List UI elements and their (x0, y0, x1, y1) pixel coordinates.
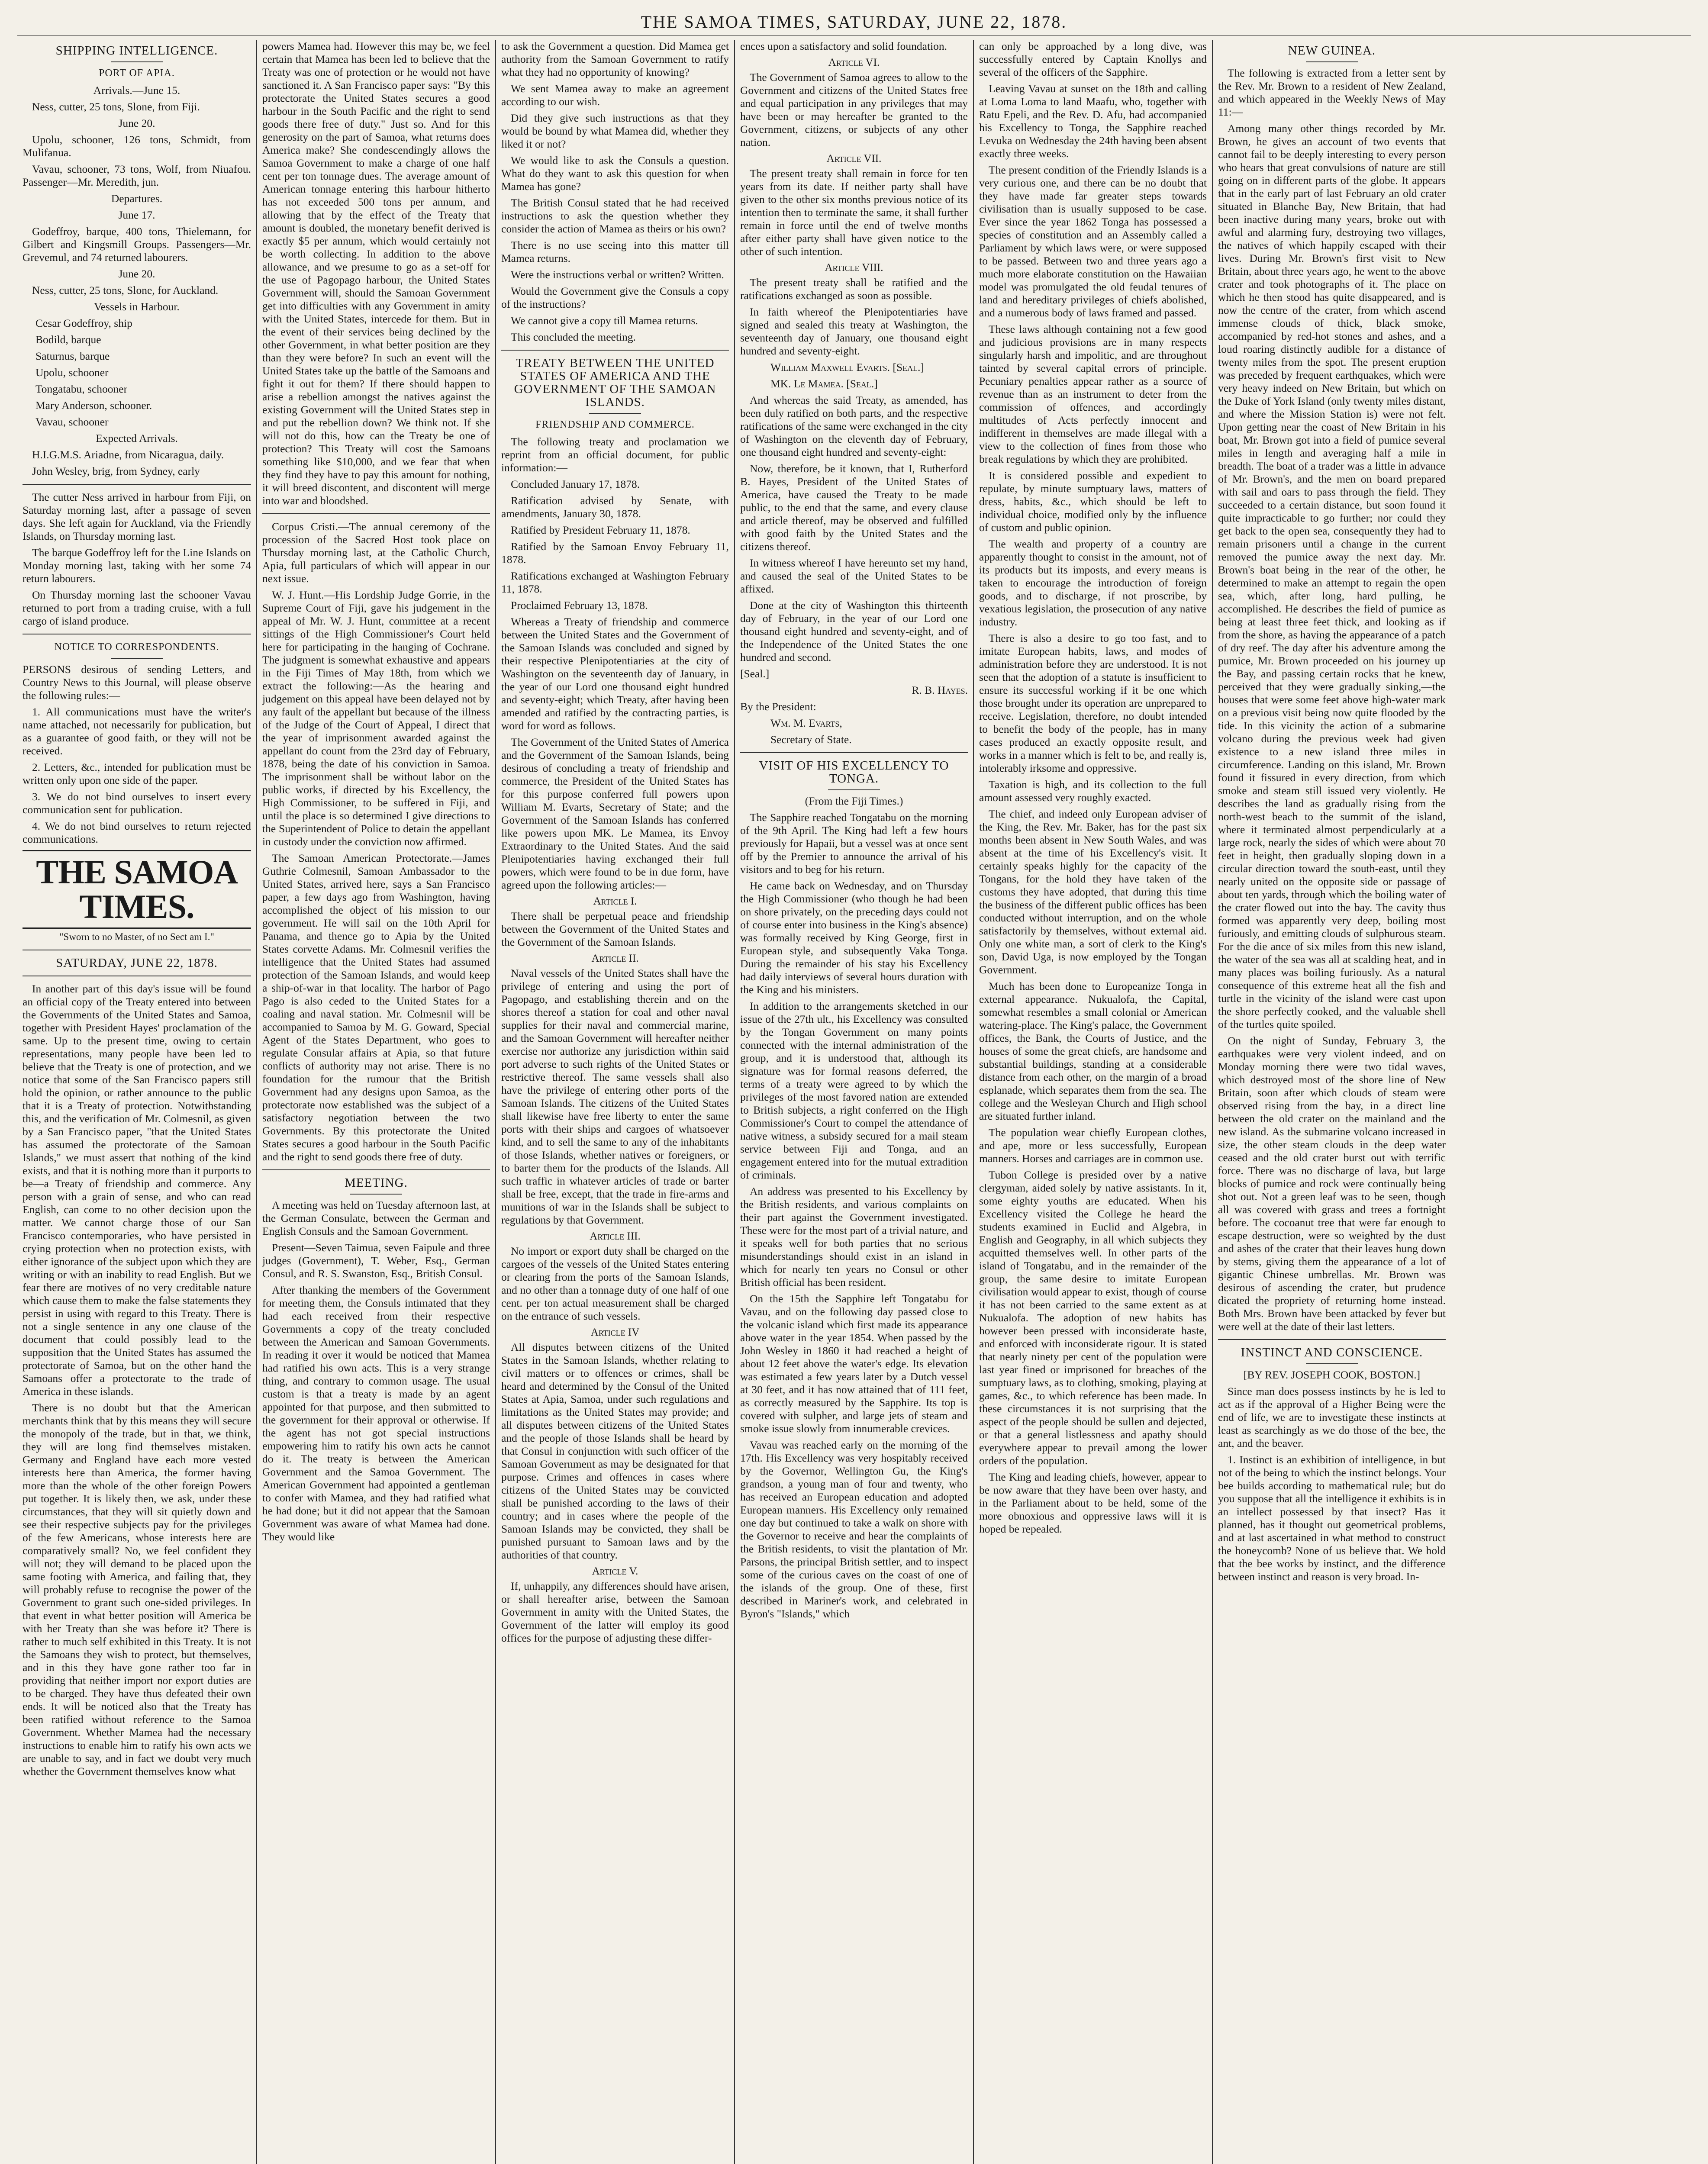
article-text: No import or export duty shall be charged on the cargoes of the vessels of the United States entering or clearing from the ports of the Samoan Islands, and no other than a tonnage duty of one half of one cent. per ton actual measurement shall be charged on the entrance of such vessels. (501, 1245, 729, 1322)
treaty-paragraph: Ratified by the Samoan Envoy February 11, 1878. (501, 540, 729, 566)
port-heading: PORT OF APIA. (99, 68, 175, 79)
seal-mark: [Seal.] (740, 667, 770, 680)
treaty-paragraph: The following treaty and proclamation we reprint from an official document, for public information:— (501, 435, 729, 474)
column-4 (734, 40, 973, 2164)
editorial-paragraph: In another part of this day's issue will be found an official copy of the Treaty entered into between the Governments of the United States and Samoa, together with President Hayes' proclamation of the same. Up to the present time, owing to certain representations, many people have been led to believe that the Treaty is one of protection, and we notice that some of the San Francisco papers still hold the opinion, or rather announce to the public that it is a Treaty of protection. Notwithstanding this, and the verification of Mr. Colmesnil, as given by a San Francisco paper, "that the United States has assumed the protectorate of the Samoan Islands," we must assert that nothing of the kind exists, and that it is nothing more than it purports to be—a Treaty of friendship and commerce. Any person with a grain of sense, and who can read English, can come to no other decision upon the matter. We cannot charge those of our San Francisco contemporaries, who have persisted in crying protection when no protection exists, with either ignorance of the subject upon which they are writing or with an inability to read English. But we fear there are motives of no very creditable nature which cause them to make the false statements they persist in using with regard to this Treaty. There is not a single sentence in any one clause of the document that could possibly lead to the supposition that the United States has assumed the protectorate of Samoa, but on the other hand the Samoans offer a protectorate to the trade of America in these islands. (23, 982, 251, 1398)
column-1 (17, 40, 256, 2164)
meeting-paragraph: There is no use seeing into this matter till Mamea returns. (501, 239, 729, 264)
divider (828, 789, 880, 790)
visit-paragraph: Much has been done to Europeanize Tonga in external appearance. Nukualofa, the Capital, somewhat resembles a small colonial or American watering-place. The King's palace, the Government offices, the Bank, the Courts of Justice, and the houses of some the great chiefs, are handsome and substantial buildings, standing at a considerable distance from each other, on the margin of a broad esplanade, which separates them from the sea. The college and the Wesleyan Church and High school are situated further inland. (979, 980, 1207, 1122)
departure-date: June 20. (118, 267, 155, 280)
treaty-paragraph: Done at the city of Washington this thirteenth day of February, in the year of our Lord one thousand eight hundred and seventy-eight, and of the Independence of the United States the one hundred and second. (740, 599, 968, 663)
meeting-paragraph: We sent Mamea away to make an agreement according to our wish. (501, 82, 729, 108)
meeting-paragraph: Present—Seven Taimua, seven Faipule and three judges (Government), T. Weber, Esq., German Consul, and R. S. Swanston, Esq., British Consul. (262, 1241, 490, 1280)
visit-paragraph: Vavau was reached early on the morning of the 17th. His Excellency was very hospitably received by the Governor, Wellington Gu, the King's grandson, a young man of four and twenty, who has received an European education and adopted European manners. His Excellency only remained one day but continued to take a walk on shore with the Governor to receive and hear the complaints of the British residents, to visit the plantation of Mr. Parsons, the principal British settler, and to inspect some of the curious caves on the coast of one of the islands of the group. One of these, first described in Mariner's work, and celebrated in Byron's "Islands," which (740, 1439, 968, 1620)
vessel-item: Mary Anderson, schooner. (35, 399, 152, 412)
shipping-note: The barque Godeffroy left for the Line Islands on Monday morning last, taking with her some 74 return labourers. (23, 546, 251, 585)
divider (23, 484, 251, 485)
treaty-paragraph: And whereas the said Treaty, as amended, has been duly ratified on both parts, and the respective ratifications of the same were exchanged in the city of Washington on the eleventh day of February, one thousand eight hundred and seventy-eight: (740, 394, 968, 458)
visit-paragraph: The present condition of the Friendly Islands is a very curious one, and there can be no doubt that they have made far greater steps towards civilisation than is usually supposed to be case. Ever since the year 1862 Tonga has possessed a species of constitution and an Assembly called a Parliament by which laws were, or were supposed to be passed. Between two and three years ago a much more elaborate constitution on the Hawaiian model was promulgated the old feudal tenures of land and hereditary privileges of chiefs abolished, and a numerous body of laws framed and passed. (979, 164, 1207, 319)
editorial-paragraph: powers Mamea had. However this may be, we feel certain that Mamea has been led to believe that the Treaty was one of protection or he would not have sanctioned it. A San Francisco paper says: "By this protectorate the United States secures a good harbour in the South Pacific and the right to send goods there free of duty." Just so. And for this generosity on the part of Samoa, what returns does America make? She condescendingly allows the Samoa Government to make a charge of one half cent per ton tonnage dues. The average amount of American tonnage entering this harbour hitherto has not exceeded 500 tons per annum, and allowing that by the effect of the Treaty that amount is doubled, the monetary benefit derived is exactly $5 per annum, which would certainly not be worth collecting. In addition to the above allowance, and we presume to go as a set-off for the use of Pagopago harbour, the United States Government will, should the Samoan Government get into difficulties with any Government in amity with the United States, intercede for them. But in the event of their services being declined by the other Government, in what better position are they than they were before? In such an event will the United States take up the battle of the Samoans and fight it out for them? If there should happen to arise a rebellion amongst the natives against the existing Government will the United States step in and put the rebellion down? We think not. If she will not do this, how can the Treaty be one of protection? This Treaty will cost the Samoans something like $10,000, and we fear that when they find they have to pay this amount for nothing, it will breed discontent, and discontent will merge into war and bloodshed. (262, 40, 490, 507)
article-heading: Article IV (590, 1327, 640, 1338)
visit-paragraph: Tubon College is presided over by a native clergyman, aided solely by native assistants. In it, some eighty youths are educated. When his Excellency visited the College he heard the students examined in Euclid and Algebra, in English and Geography, in all which subjects they acquitted themselves well. In other parts of the island of Tongatabu, and in the remainder of the group, the same desire to imitate European civilisation would appear to exist, though of course it has not been carried to the same extent as at Nukualofa. The adoption of new habits has however been pressed with inconsiderate haste, and enforced with inconsiderate rigour. It is stated that nearly ninety per cent of the population were last year fined or imprisoned for breaches of the sumptuary laws, as to clothing, smoking, playing at games, &c., to which reference has been made. In these circumstances it is not surprising that the aspect of the people should be sullen and dejected, or that a general listlessness and apathy should everywhere appear to prevail among the lower orders of the population. (979, 1169, 1207, 1467)
visit-paragraph: The chief, and indeed only European adviser of the King, the Rev. Mr. Baker, has for the past six months been absent in New South Wales, and was absent at the time of his Excellency's visit. It certainly speaks highly for the capacity of the Tongans, for the hold they have taken of the customs they have adopted, that during this time the business of the different public offices has been conducted without interruption, and on the whole satisfactorily by themselves, without external aid. Only one white man, a sort of clerk to the King's son, David Uga, is now employed by the Tongan Government. (979, 808, 1207, 976)
divider (740, 752, 968, 753)
signature: Wm. M. Evarts, (770, 717, 842, 729)
article-text: The present treaty shall be ratified and the ratifications exchanged as soon as possible. (740, 276, 968, 302)
meeting-paragraph: After thanking the members of the Government for meeting them, the Consuls intimated that they had each received from their respective Governments a copy of the treaty concluded between the American and Samoan Governments. In reading it over it would be noticed that Mamea had ratified his own acts. This is a very strange thing, and contrary to common usage. The usual custom is that a treaty is made by an agent appointed for that purpose, and then submitted to the government for their approval or otherwise. If the agent has not got special instructions empowering him to ratify his own acts he cannot do it. The treaty is between the American Government and the Samoa Government. The American Government had appointed a gentleman to confer with Mamea, and they had ratified what he had done; but it did not appear that the Samoan Government was aware of what Mamea had done. They would like (262, 1284, 490, 1543)
divider (589, 413, 641, 414)
divider (111, 61, 163, 62)
meeting-heading: MEETING. (345, 1176, 408, 1190)
notice-rule: 2. Letters, &c., intended for publication must be written only upon one side of the paper. (23, 761, 251, 786)
treaty-paragraph: Whereas a Treaty of friendship and commerce between the United States and the Government of the Samoan Islands was concluded and signed by their respective Plenipotentiaries at the city of Washington on the seventeenth day of January, in the year of our Lord one thousand eight hundred and seventy-eight; which Treaty, after having been amended and ratified by the contracting parties, is word for word as follows. (501, 615, 729, 732)
article-heading: Article II. (591, 953, 639, 964)
article-heading: Article I. (593, 895, 637, 907)
column-6 (1212, 40, 1451, 2164)
visit-paragraph: These laws although containing not a few good and judicious provisions are in many respects singularly harsh and impolitic, and are throughout tainted by several capital errors of principle. Pecuniary penalties appear rather as a source of revenue than as an instrument to deter from the commission of offences, and accordingly multitudes of Acts perfectly innocent and indifferent in themselves are made illegal with a view to the collection of fines from those who break regulations by which they are prohibited. (979, 323, 1207, 465)
article-text: The Government of Samoa agrees to allow to the Government and citizens of the United States free and equal participation in any privileges that may have been or may hereafter be granted to the Government, citizens, or subjects of any other nation. (740, 71, 968, 148)
treaty-paragraph: Ratification advised by Senate, with amendments, January 30, 1878. (501, 494, 729, 520)
columns (17, 40, 1691, 2164)
page-masthead: THE SAMOA TIMES, SATURDAY, JUNE 22, 1878. (17, 10, 1691, 35)
divider (1306, 1363, 1358, 1364)
article-text: In faith whereof the Plenipotentiaries have signed and sealed this treaty at Washington, the seventeenth day of January, one thousand eight hundred and seventy-eight. (740, 306, 968, 357)
vessel-item: Tongatabu, schooner (35, 383, 128, 395)
article-text: ences upon a satisfactory and solid foundation. (740, 40, 947, 52)
treaty-paragraph: In witness whereof I have hereunto set my hand, and caused the seal of the United States to be affixed. (740, 557, 968, 595)
newspaper-page (17, 10, 1691, 2164)
article-heading: Article VII. (826, 153, 882, 164)
shipping-note: On Thursday morning last the schooner Vavau returned to port from a trading cruise, with a full cargo of island produce. (23, 589, 251, 627)
visit-paragraph: Leaving Vavau at sunset on the 18th and calling at Loma Loma to land Maafu, who, together with Ratu Epeli, and the Rev. D. Afu, had accompanied his Excellency to Tonga, the Sapphire reached Levuka on Wednesday the 24th having been absent exactly three weeks. (979, 82, 1207, 160)
divider (111, 658, 163, 659)
local-news-item: The Samoan American Protectorate.—James Guthrie Colmesnil, Samoan Ambassador to the United States, arrived here, says a San Francisco paper, a few days ago from Washington, having accomplished the object of his mission to our government. He will sail on the 10th April for Panama, and thence go to Apia by the United States corvette Adams. Mr. Colmesnil verifies the intelligence that the United States had assumed protection of the Samoan Islands, and would keep a ship-of-war in that locality. The harbor of Pago Pago is also ceded to the United States for a coaling and naval station. Mr. Colmesnil will be accompanied to Samoa by M. G. Goward, Special Agent of the States Department, who goes to regulate Consular affairs at Apia, so that future conflicts of authority may not arise. There is no foundation for the rumour that the British Government had any designs upon Samoa, as the protectorate now established was the subject of a satisfactory negotiation between the two Governments. By this protectorate the United States secures a good harbour in the South Pacific and the right to send goods there free of duty. (262, 852, 490, 1163)
treaty-heading: TREATY BETWEEN THE UNITED STATES OF AMERICA AND THE GOVERNMENT OF THE SAMOAN ISLANDS. (514, 356, 716, 409)
local-news-item: Corpus Cristi.—The annual ceremony of the procession of the Sacred Host took place on Thursday morning last, at the Catholic Church, Apia, full particulars of which will appear in our next issue. (262, 520, 490, 585)
visit-paragraph: The wealth and property of a country are apparently thought to consist in the amount, not of its products but its imposts, and every means is taken to encourage the introduction of foreign goods, and to discharge, if not proscribe, by vexatious legislation, the prosecution of any native industry. (979, 538, 1207, 628)
visit-paragraph: It is considered possible and expedient to repulate, by minute sumptuary laws, matters of dress, habits, &c., which should be left to individual choice, modified only by the influence of custom and public opinion. (979, 469, 1207, 534)
article-text: The present treaty shall remain in force for ten years from its date. If neither party shall have given to the other six months previous notice of its intention then to terminate the same, it shall further remain in force until the end of twelve months after either party shall have given notice to the other of such intention. (740, 167, 968, 258)
visit-paragraph: Taxation is high, and its collection to the full amount assessed very roughly exacted. (979, 778, 1207, 804)
vessels-heading: Vessels in Harbour. (94, 300, 180, 313)
new-guinea-paragraph: The following is extracted from a letter sent by the Rev. Mr. Brown to a resident of New Zealand, and which appeared in the Weekly News of May 11:— (1218, 67, 1446, 118)
departure-entry: Ness, cutter, 25 tons, Slone, for Auckland. (32, 284, 219, 296)
treaty-paragraph: Concluded January 17, 1878. (511, 478, 640, 490)
meeting-paragraph: A meeting was held on Tuesday afternoon last, at the German Consulate, between the German and English Consuls and the Samoan Government. (262, 1199, 490, 1237)
divider (262, 513, 490, 514)
vessel-item: Upolu, schooner (35, 366, 109, 379)
expected-heading: Expected Arrivals. (96, 432, 178, 444)
divider (1218, 1339, 1446, 1340)
divider (501, 350, 729, 351)
meeting-paragraph: Would the Government give the Consuls a copy of the instructions? (501, 285, 729, 310)
column-5 (973, 40, 1212, 2164)
arrival-date: June 20. (118, 117, 155, 129)
visit-source: (From the Fiji Times.) (805, 795, 903, 807)
visit-paragraph: The population wear chiefly European clothes, and ape, more or less successfully, European manners. Horses and carriages are in common use. (979, 1126, 1207, 1165)
editorial-paragraph: There is no doubt but that the American merchants think that by this means they will secure the monopoly of the trade, but in that, we think, they will are long find themselves mistaken. Germany and England have each more vested interests here than America, the former having more than the whole of the other foreign Powers put together. It is likely then, we ask, under these circumstances, that they will sit quietly down and see their respective subjects pay for the privileges of the few Americans, whose interests here are comparatively small? No, we feel confident they will not; they will demand to be placed upon the same footing with America, and failing that, they will probably refuse to recognise the power of the Government to grant such one-sided privileges. In that event in what better position will America be with her Treaty than she was before it? There is rather to much self exhibited in this Treaty. It is not the Samoans they wish to protect, but themselves, and in this they have gone rather too far in providing that neither import nor export duties are to be charged. They have thus defeated their own ends. It will be noticed also that the Treaty has been ratified without reference to the Samoa Government. Whether Mamea had the necessary instructions to enable him to ratify his own acts we are unable to say, and in fact we doubt very much whether the Government themselves know what (23, 1401, 251, 1778)
new-guinea-paragraph: Among many other things recorded by Mr. Brown, he gives an account of two events that cannot fail to be deeply interesting to every person who hears that great convulsions of nature are still going on in different parts of the globe. It appears that in the early part of last February an old crater situated in Blanche Bay, New Britain, that had been inactive during many years, broke out with awful and alarming fury, destroying two villages, the natives of which happily escaped with their lives. During Mr. Brown's first visit to New Britain, about three years ago, he went to the above crater and took photographs of it. The place on which he then stood has quite disappeared, and is now the centre of the crater, from which ascend immense clouds of thick, black smoke, accompanied by red-hot stones and ashes, and a loud roaring distinctly audible for a distance of twenty miles from the spot. The present eruption was preceded by frequent earthquakes, which were very heavy indeed on New Britain, but which on the Duke of York Island (only twenty miles distant, and where the Mission Station is) were not felt. Upon getting near the coast of New Britain in his boat, Mr. Brown got into a field of pumice several miles in length and averaging half a mile in breadth. The boat of a trader was a little in advance of Mr. Brown's, and the men on board prepared with sail and oars to pass through the field. They succeeded to a certain distance, but soon found it quite impracticable to go further; nor could they get back to the open sea, consequently they had to remain prisoners until a change in the current removed the pumice away the next day. Mr. Brown's boat being in the rear of the other, he determined to make an attempt to regain the open sea, which, after long, hard pulling, he accomplished. He describes the field of pumice as being at least three feet thick, and looking as if from the shore, as having the appearance of a patch of dry reef. The day after his adventure among the pumice, Mr. Brown proceeded on his journey up the Bay, and passing certain rocks that he knew, perceived that they were gradually sinking,—the houses that were some feet above high-water mark on a previous visit being now quite flooded by the tide. In this vicinity the action of a submarine volcano during the previous week had given existence to a new island three miles in circumference. Landing on this island, Mr. Brown found it fissured in every direction, from which smoke and steam still issued very violently. He describes the land as gradually rising from the north-west beach to the summit of the island, where it terminated almost perpendicularly at a large rock, nearly the sides of which were about 70 feet in height, then gradually sloping down in a circular direction toward the south-east, until they nearly united on the opposite side or passage of about ten yards, through which the boiling water of the crater flowed out into the bay. The cavity thus formed was apparently very deep, boiling most furiously, and emitting clouds of sulphurous steam. For the die ance of six miles from this new island, the water of the sea was all at scalding heat, and in many places was boiling furiously. As a natural consequence of this extreme heat all the fish and turtle in the vicinity of the island were cast upon the shore perfectly cooked, and the valuable shell of the turtles quite spoiled. (1218, 122, 1446, 1030)
article-heading: Article V. (592, 1565, 638, 1577)
visit-paragraph: can only be approached by a long dive, was successfully entered by Captain Knollys and several of the officers of the Sapphire. (979, 40, 1207, 78)
departure-date: June 17. (118, 209, 155, 221)
local-news-item: W. J. Hunt.—His Lordship Judge Gorrie, in the Supreme Court of Fiji, gave his judgement in the appeal of Mr. W. J. Hunt, committee at a recent sittings of the High Commissioner's Court held here for participating in the hanging of Cochrane. The judgment is somewhat exhaustive and appears in the Fiji Times of May 18th, from which we extract the following:—As the hearing and judgement on this appeal have been delayed not by any fault of the appellant but because of the illness of the Judge of the Court of Appeal, I direct that the year of imprisonment awarded against the appellant do count from the 23rd day of February, 1878, being the date of his conviction in Samoa. The imprisonment shall be without labor on the public works, if directed by his Excellency, the High Commissioner, to be suffered in Fiji, and until the place is so determined I give directions to the Superintendent of Police to detain the appellant in custody under the conviction now affirmed. (262, 589, 490, 848)
treaty-paragraph: The Government of the United States of America and the Government of the Samoan Islands, being desirous of concluding a treaty of friendship and commerce, the President of the United States has for this purpose conferred full powers upon William M. Evarts, Secretary of State; and the Government of the Samoan Islands has conferred like powers upon MK. Le Mamea, its Envoy Extraordinary to the United States. And the said Plenipotentiaries having exchanged their full powers, which were found to be in due form, have agreed upon the following articles:— (501, 736, 729, 891)
new-guinea-heading: NEW GUINEA. (1288, 44, 1376, 58)
meeting-paragraph: We cannot give a copy till Mamea returns. (511, 314, 698, 327)
visit-paragraph: The Sapphire reached Tongatabu on the morning of the 9th April. The King had left a few hours previously for Hapaii, but a vessel was at once sent off by the Premier to announce the arrival of his visitors and to beg for his return. (740, 811, 968, 876)
article-text: There shall be perpetual peace and friendship between the Government of the United States and the Government of the Samoan Islands. (501, 910, 729, 948)
meeting-paragraph: Were the instructions verbal or written? Written. (511, 268, 724, 281)
instinct-paragraph: Since man does possess instincts by he is led to act as if the approval of a Higher Being were the end of life, we are to investigate these instincts at least as searchingly as we do those of the bee, the ant, and the beaver. (1218, 1385, 1446, 1449)
meeting-paragraph: We would like to ask the Consuls a question. What do they want to ask this question for when Mamea has gone? (501, 154, 729, 193)
vessel-item: Vavau, schooner (35, 415, 109, 428)
visit-paragraph: On the 15th the Sapphire left Tongatabu for Vavau, and on the following day passed close to the volcanic island which first made its appearance above water in the year 1854. When passed by the John Wesley in 1860 it had reached a height of about 12 feet above the water's edge. Its elevation was estimated a few years later by a Dutch vessel at 30 feet, and it has now attained that of 111 feet, as correctly measured by the Sapphire. Its top is covered with sulpher, and large jets of steam and smoke issue slowly from innumerable crevices. (740, 1292, 968, 1435)
treaty-subheading: FRIENDSHIP AND COMMERCE. (535, 419, 695, 430)
notice-heading: NOTICE TO CORRESPONDENTS. (54, 641, 219, 653)
meeting-paragraph: The British Consul stated that he had received instructions to ask the question whether they consider the action of Mamea as theirs or his own? (501, 196, 729, 235)
shipping-heading: SHIPPING INTELLIGENCE. (55, 44, 218, 58)
arrivals-heading: Arrivals.—June 15. (93, 84, 180, 97)
expected-entry: H.I.G.M.S. Ariadne, from Nicaragua, daily. (32, 448, 224, 461)
visit-paragraph: In addition to the arrangements sketched in our issue of the 27th ult., his Excellency was consulted by the Tongan Government on many points connected with the internal administration of the group, and it is understood that, although its signature was for formal reasons deferred, the terms of a treaty were agreed to by which the privileges of the most favored nation are extended to British subjects, a right conferred on the High Commissioner's Court to compel the attendance of native witness, a subsidy secured for a mail steam service between Fiji and Tonga, and an engagement entered into for the mutual extradition of criminals. (740, 1000, 968, 1181)
signature: MK. Le Mamea. [Seal.] (770, 377, 878, 390)
article-heading: Article VIII. (825, 262, 883, 274)
divider (262, 1169, 490, 1170)
departures-heading: Departures. (111, 192, 163, 205)
signature: William Maxwell Evarts. [Seal.] (770, 361, 924, 374)
arrival-entry: Upolu, schooner, 126 tons, Schmidt, from Mulifanua. (23, 133, 251, 159)
issue-date: SATURDAY, JUNE 22, 1878. (56, 956, 218, 970)
signature: R. B. Hayes. (912, 684, 968, 696)
notice-rule: 4. We do not bind ourselves to return rejected communications. (23, 820, 251, 845)
article-text: All disputes between citizens of the United States in the Samoan Islands, whether relating to civil matters or to offences or crimes, shall be heard and determined by the Consul of the United States at Apia, Samoa, under such regulations and limitations as the United States may provide; and all disputes between citizens of the United States and the people of those Islands shall be heard by that Consul in conjunction with such officer of the Samoan Government as may be designated for that purpose. Crimes and offences in cases where citizens of the United States may be convicted shall be punished according to the laws of their country; and in cases where the people of the Samoan Islands may be convicted, they shall be punished pursuant to Samoan laws and by the authorities of that country. (501, 1341, 729, 1561)
instinct-heading: INSTINCT AND CONSCIENCE. (1241, 1346, 1423, 1359)
visit-paragraph: An address was presented to his Excellency by the British residents, and various complaints on their part against the Government investigated. These were for the most part of a trivial nature, and it speaks well for both parties that no serious misunderstandings should exist in an island in which for nearly ten years no Consul or other British official has been resident. (740, 1185, 968, 1288)
instinct-byline: [BY REV. JOSEPH COOK, BOSTON.] (1243, 1369, 1421, 1381)
visit-heading: VISIT OF HIS EXCELLENCY TO TONGA. (759, 759, 949, 786)
shipping-note: The cutter Ness arrived in harbour from Fiji, on Saturday morning last, after a passage of seven days. She left again for Auckland, via the Friendly Islands, on Thursday morning last. (23, 491, 251, 542)
newspaper-motto: "Sworn to no Master, of no Sect am I." (59, 931, 214, 942)
meeting-paragraph: to ask the Government a question. Did Mamea get authority from the Samoan Government to ratify what they had no opportunity of knowing? (501, 40, 729, 78)
article-heading: Article VI. (828, 57, 880, 68)
treaty-paragraph: Ratified by President February 11, 1878. (511, 524, 690, 536)
vessel-item: Bodild, barque (35, 333, 101, 346)
visit-paragraph: The King and leading chiefs, however, appear to be now aware that they have been over hasty, and in the Parliament about to be held, some of the more obnoxious and oppressive laws will it is hoped be repealed. (979, 1471, 1207, 1535)
vessel-item: Saturnus, barque (35, 350, 110, 362)
column-2 (256, 40, 495, 2164)
article-text: Naval vessels of the United States shall have the privilege of entering and using the port of Pagopago, and establishing therein and on the shores thereof a station for coal and other naval supplies for their naval and commercial marine, and the Samoan Government will hereafter neither exercise nor authorize any jurisdiction within said port adverse to such rights of the United States or restrictive thereof. The same vessels shall also have the privilege of entering other ports of the Samoan Islands. The citizens of the United States shall likewise have free liberty to enter the same ports with their ships and cargoes of whatsoever kind, and to sell the same to any of the inhabitants of those Islands, whether natives or foreigners, or to barter them for the products of the Islands. All such traffic in whatever articles of trade or barter shall be free, except, that the trade in fire-arms and munitions of war in the Islands shall be subject to regulations by that Government. (501, 967, 729, 1226)
column-3 (495, 40, 734, 2164)
visit-paragraph: He came back on Wednesday, and on Thursday the High Commissioner (who though he had been on shore privately, on the preceding days could not of course enter into business in the King's absence) was formally received by King George, first in European style, and subsequently Vaka Tonga. During the remainder of his stay his Excellency had daily interviews of several hours duration with the King and his ministers. (740, 879, 968, 996)
article-heading: Article III. (590, 1230, 641, 1242)
signature-line: By the President: (740, 700, 816, 713)
divider (350, 1194, 402, 1195)
vessel-item: Cesar Godeffroy, ship (35, 317, 132, 329)
treaty-paragraph: Proclaimed February 13, 1878. (511, 599, 648, 612)
meeting-paragraph: Did they give such instructions as that they would be bound by what Mamea did, whether they liked it or not? (501, 112, 729, 150)
visit-paragraph: There is also a desire to go too fast, and to imitate European habits, laws, and modes of administration before they are understood. It is not seen that the adoption of a statute is insufficient to ensure its successful working if it be one which those brought under its operation are unprepared to receive. Legislation, therefore, no doubt intended to benefit the body of the people, has in many cases produced an exactly opposite result, and works in a manner which is felt to be, and really is, intolerably irksome and oppressive. (979, 632, 1207, 774)
notice-intro: PERSONS desirous of sending Letters, and Country News to this Journal, will please observe the following rules:— (23, 663, 251, 702)
expected-entry: John Wesley, brig, from Sydney, early (32, 465, 200, 477)
divider (1306, 61, 1358, 62)
instinct-paragraph: 1. Instinct is an exhibition of intelligence, in but not of the being to which the instinct belongs. Your bee builds according to mathematical rule; but do you suppose that all the intelligence it exhibits is in an intellect possessed by that insect? Has it planned, has it thought out geometrical problems, and at last ascertained in what method to construct the honeycomb? None of us believe that. We hold that the bee works by instinct, and the difference between instinct and reason is very broad. In- (1218, 1453, 1446, 1583)
new-guinea-paragraph: On the night of Sunday, February 3, the earthquakes were very violent indeed, and on Monday morning there were two tidal waves, which destroyed most of the shore line of New Britain, soon after which clouds of steam were observed rising from the bay, in a direct line between the old crater on the mainland and the new island. As the submarine volcano increased in size, the other steam clouds in the deep water ceased and the old crater burst out with terrific force. There was no discharge of lava, but large blocks of pumice and rock were continually being shot out. Not a green leaf was to be seen, though all was covered with grass and trees a fortnight before. The cocoanut tree that were far enough to escape destruction, were so weighted by the dust and ashes of the crater that their leaves hung down by stems, giving them the appearance of a lot of gigantic Chinese umbrellas. Mr. Brown was desirous of ascending the crater, but prudence dicated the propriety of returning home instead. Both Mrs. Brown have been attacked by fever but were well at the date of their last letters. (1218, 1034, 1446, 1333)
departure-entry: Godeffroy, barque, 400 tons, Thielemann, for Gilbert and Kingsmill Groups. Passengers—Mr. Grevemul, and 74 returned labourers. (23, 225, 251, 264)
meeting-paragraph: This concluded the meeting. (511, 331, 636, 343)
treaty-paragraph: Ratifications exchanged at Washington February 11, 1878. (501, 570, 729, 595)
notice-rule: 3. We do not bind ourselves to insert every communication sent for publication. (23, 790, 251, 816)
arrival-entry: Ness, cutter, 25 tons, Slone, from Fiji. (32, 100, 200, 113)
treaty-paragraph: Now, therefore, be it known, that I, Rutherford B. Hayes, President of the United States of America, have caused the Treaty to be made public, to the end that the same, and every clause and article thereof, may be observed and fulfilled with good faith by the United States and the citizens thereof. (740, 462, 968, 553)
arrival-entry: Vavau, schooner, 73 tons, Wolf, from Niuafou. Passenger—Mr. Meredith, jun. (23, 163, 251, 188)
notice-rule: 1. All communications must have the writer's name attached, not necessarily for publication, but as a guarantee of good faith, or they will not be received. (23, 705, 251, 757)
article-text: If, unhappily, any differences should have arisen, or shall hereafter arise, between the Samoan Government in amity with the United States, the Government of the latter will employ its good offices for the purpose of adjusting these differ- (501, 1580, 729, 1644)
signature-title: Secretary of State. (770, 733, 852, 746)
newspaper-title: THE SAMOA TIMES. (23, 850, 251, 929)
